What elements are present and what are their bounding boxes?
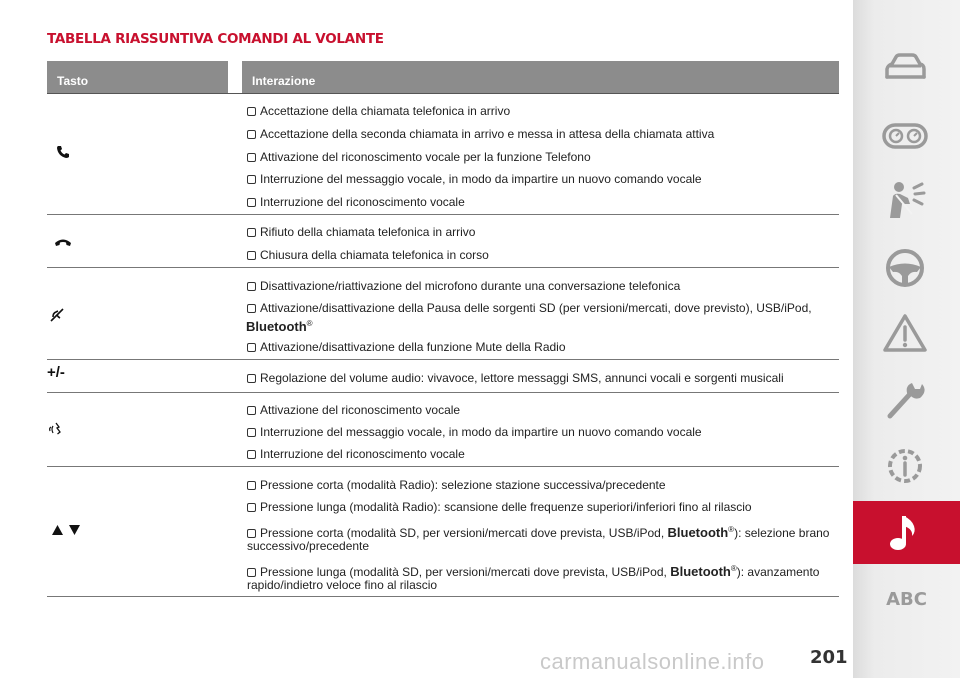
watermark: carmanualsonline.info	[540, 649, 765, 674]
list-item: Pressione corta (modalità Radio): selezione stazione successiva/precedente	[247, 477, 839, 493]
checkbox-icon	[247, 406, 256, 415]
abc-index-tab[interactable]: ABC	[886, 589, 927, 610]
table-header	[47, 61, 839, 93]
checkbox-icon	[247, 130, 256, 139]
list-item: Interruzione del riconoscimento vocale	[247, 446, 839, 462]
steering-wheel-icon[interactable]	[882, 248, 928, 288]
phone-hangup-icon	[54, 234, 72, 251]
page-title: TABELLA RIASSUNTIVA COMANDI AL VOLANTE	[47, 31, 384, 47]
page-number: 201	[810, 647, 848, 668]
list-item: Accettazione della seconda chiamata in arrivo e messa in attesa della chiamata attiva	[247, 126, 839, 142]
key-cell	[48, 421, 218, 440]
list-item: Pressione lunga (modalità Radio): scansione delle frequenze superiori/inferiori fino al rilascio	[247, 499, 839, 515]
key-cell	[50, 308, 220, 327]
music-note-icon[interactable]	[882, 512, 928, 552]
checkbox-icon	[247, 343, 256, 352]
wrench-icon[interactable]	[882, 380, 928, 420]
mute-icon	[50, 309, 64, 326]
checkbox-icon	[247, 228, 256, 237]
list-item: Pressione lunga (modalità SD, per versioni/mercati dove prevista, USB/iPod, Bluetooth®): avanzamento	[247, 561, 839, 580]
checkbox-icon	[247, 153, 256, 162]
table-row	[47, 94, 839, 215]
checkbox-icon	[247, 374, 256, 383]
list-item: Pressione corta (modalità SD, per versioni/mercati dove prevista, USB/iPod, Bluetooth®): selezione brano	[247, 522, 839, 541]
key-cell	[54, 234, 224, 252]
checkbox-icon	[247, 251, 256, 260]
list-item-continuation: successivo/precedente	[247, 539, 370, 553]
table-row	[47, 393, 839, 467]
checkbox-icon	[247, 503, 256, 512]
header-separator	[228, 61, 242, 93]
list-item: Rifiuto della chiamata telefonica in arrivo	[247, 224, 839, 240]
list-item: Attivazione del riconoscimento vocale per la funzione Telefono	[247, 149, 839, 165]
info-gear-icon[interactable]	[882, 446, 928, 486]
key-cell	[47, 364, 217, 382]
checkbox-icon	[247, 175, 256, 184]
list-item: Interruzione del riconoscimento vocale	[247, 194, 839, 210]
checkbox-icon	[247, 568, 256, 577]
list-item: Attivazione del riconoscimento vocale	[247, 402, 839, 418]
checkbox-icon	[247, 107, 256, 116]
list-item: Accettazione della chiamata telefonica in arrivo	[247, 103, 839, 119]
checkbox-icon	[247, 529, 256, 538]
list-item: Interruzione del messaggio vocale, in modo da impartire un nuovo comando vocale	[247, 171, 839, 187]
list-item: Disattivazione/riattivazione del microfono durante una conversazione telefonica	[247, 278, 839, 294]
table-row	[47, 215, 839, 268]
voice-command-icon	[48, 422, 64, 439]
table-row	[47, 360, 839, 393]
checkbox-icon	[247, 198, 256, 207]
table-row	[47, 467, 839, 597]
key-cell	[51, 523, 221, 541]
up-down-arrows-icon	[51, 523, 81, 540]
warning-triangle-icon[interactable]	[882, 313, 928, 353]
list-item: Regolazione del volume audio: vivavoce, lettore messaggi SMS, annunci vocali e sorgenti musicali	[247, 370, 839, 386]
list-item-continuation: Bluetooth®	[246, 319, 313, 334]
key-cell	[56, 145, 226, 164]
list-item: Attivazione/disattivazione della funzione Mute della Radio	[247, 339, 839, 355]
car-icon[interactable]	[882, 47, 928, 87]
header-interazione: Interazione	[252, 74, 316, 88]
checkbox-icon	[247, 304, 256, 313]
checkbox-icon	[247, 481, 256, 490]
table-row	[47, 268, 839, 360]
checkbox-icon	[247, 282, 256, 291]
seat-belt-airbag-icon[interactable]	[882, 180, 928, 220]
checkbox-icon	[247, 450, 256, 459]
volume-key-label: +/-	[47, 364, 65, 381]
chapter-sidebar	[853, 0, 960, 678]
dashboard-gauges-icon[interactable]	[882, 115, 928, 155]
list-item: Chiusura della chiamata telefonica in corso	[247, 247, 839, 263]
header-tasto: Tasto	[57, 74, 89, 88]
list-item-continuation: rapido/indietro veloce fino al rilascio	[247, 578, 438, 592]
list-item: Interruzione del messaggio vocale, in modo da impartire un nuovo comando vocale	[247, 424, 839, 440]
phone-answer-icon	[56, 146, 70, 163]
checkbox-icon	[247, 428, 256, 437]
list-item: Attivazione/disattivazione della Pausa delle sorgenti SD (per versioni/mercati, dove previsto), USB/iPod,	[247, 300, 839, 316]
